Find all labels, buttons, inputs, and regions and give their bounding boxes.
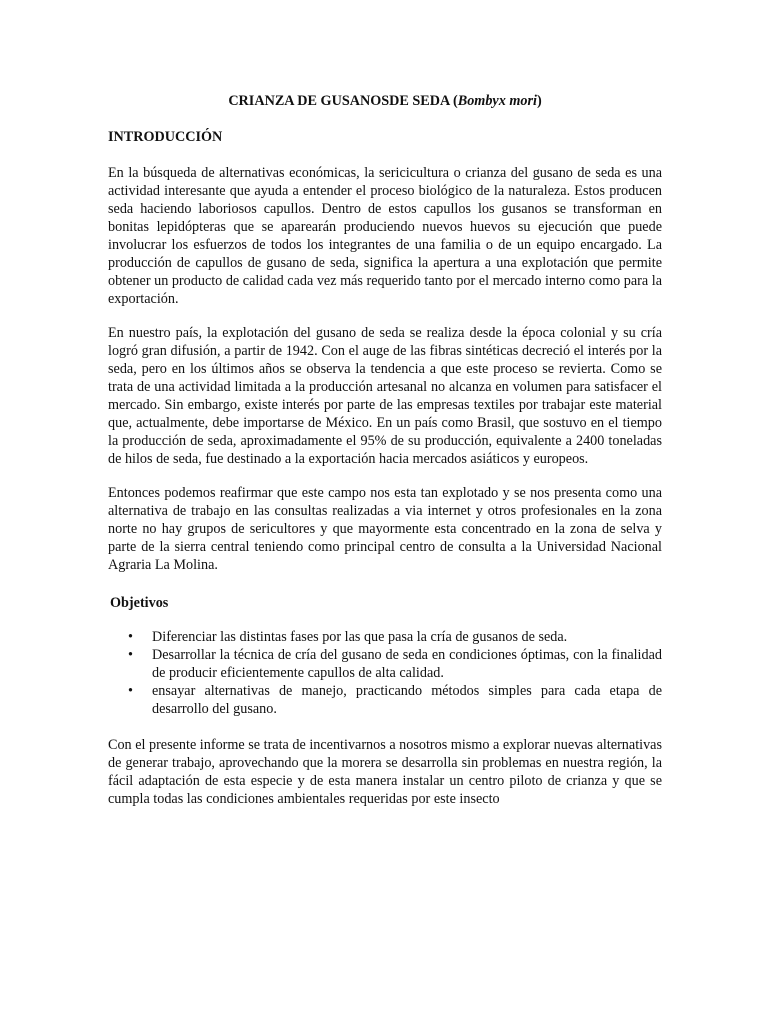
title-species: Bombyx mori — [457, 93, 537, 109]
objective-text: Diferenciar las distintas fases por las que pasa la cría de gusanos de seda. — [152, 629, 568, 645]
section-heading-objetivos: Objetivos — [110, 595, 169, 611]
paragraph-intro-3: Entonces podemos reafirmar que este campo nos esta tan explotado y se nos presenta como una alternativa de trabajo en las consultas realizadas a via internet y otros profesionales en la zona norte no hay grupos de sericultores y que mayormente esta concentrado en la zona de selva y parte de la sierra central teniendo como principal centro de consulta a la Universidad Nacional Agraria La Molina. — [108, 485, 662, 573]
paragraph-intro-1: En la búsqueda de alternativas económicas, la sericicultura o crianza del gusano de seda es una actividad interesante que ayuda a entender el proceso biológico de la naturaleza. Estos producen seda haciendo laboriosos capullos. Dentro de estos capullos los gusanos se transforman en bonitas lepidópteras que se aparearán produciendo nuevos huevos su ejecución que puede involucrar los esfuerzos de todos los integrantes de una familia o de un equipo encargado. La producción de capullos de gusano de seda, significa la apertura a una explotación que permite obtener un producto de calidad cada vez más requerido tanto por el mercado interno como para la exportación. — [108, 165, 662, 307]
list-item — [108, 646, 662, 682]
list-item — [108, 628, 662, 646]
bullet-icon: • — [128, 647, 133, 663]
objectives-list — [108, 628, 662, 718]
bullet-icon: • — [128, 683, 133, 699]
objective-text: Desarrollar la técnica de cría del gusano de seda en condiciones óptimas, con la finalidad de producir eficientemente capullos de alta calidad. — [152, 647, 662, 681]
document-title — [108, 92, 662, 110]
title-close: ) — [536, 93, 542, 109]
bullet-icon: • — [128, 629, 133, 645]
list-item — [108, 682, 662, 718]
title-main: CRIANZA DE GUSANOSDE SEDA ( — [228, 93, 458, 109]
closing-paragraph: Con el presente informe se trata de incentivarnos a nosotros mismo a explorar nuevas alternativas de generar trabajo, aprovechando que la morera se desarrolla sin problemas en nuestra región, la fácil adaptación de esta especie y de esta manera instalar un centro piloto de crianza y que se cumpla todas las condiciones ambientales requeridas por este insecto — [108, 737, 662, 807]
section-heading-introduccion: INTRODUCCIÓN — [108, 129, 223, 145]
paragraph-intro-2: En nuestro país, la explotación del gusano de seda se realiza desde la época colonial y su cría logró gran difusión, a partir de 1942. Con el auge de las fibras sintéticas decreció el interés por la seda, pero en los últimos años se observa la tendencia a que este proceso se revierta. Como se trata de una actividad limitada a la producción artesanal no alcanza en volumen para satisfacer el mercado. Sin embargo, existe interés por parte de las empresas textiles por trabajar este material que, actualmente, debe importarse de México. En un país como Brasil, que sostuvo en el tiempo la producción de seda, aproximadamente el 95% de su producción, equivalente a 2400 toneladas de hilos de seda, fue destinado a la exportación hacia mercados asiáticos y europeos. — [108, 325, 662, 467]
objective-text: ensayar alternativas de manejo, practicando métodos simples para cada etapa de desarrollo del gusano. — [152, 683, 662, 717]
